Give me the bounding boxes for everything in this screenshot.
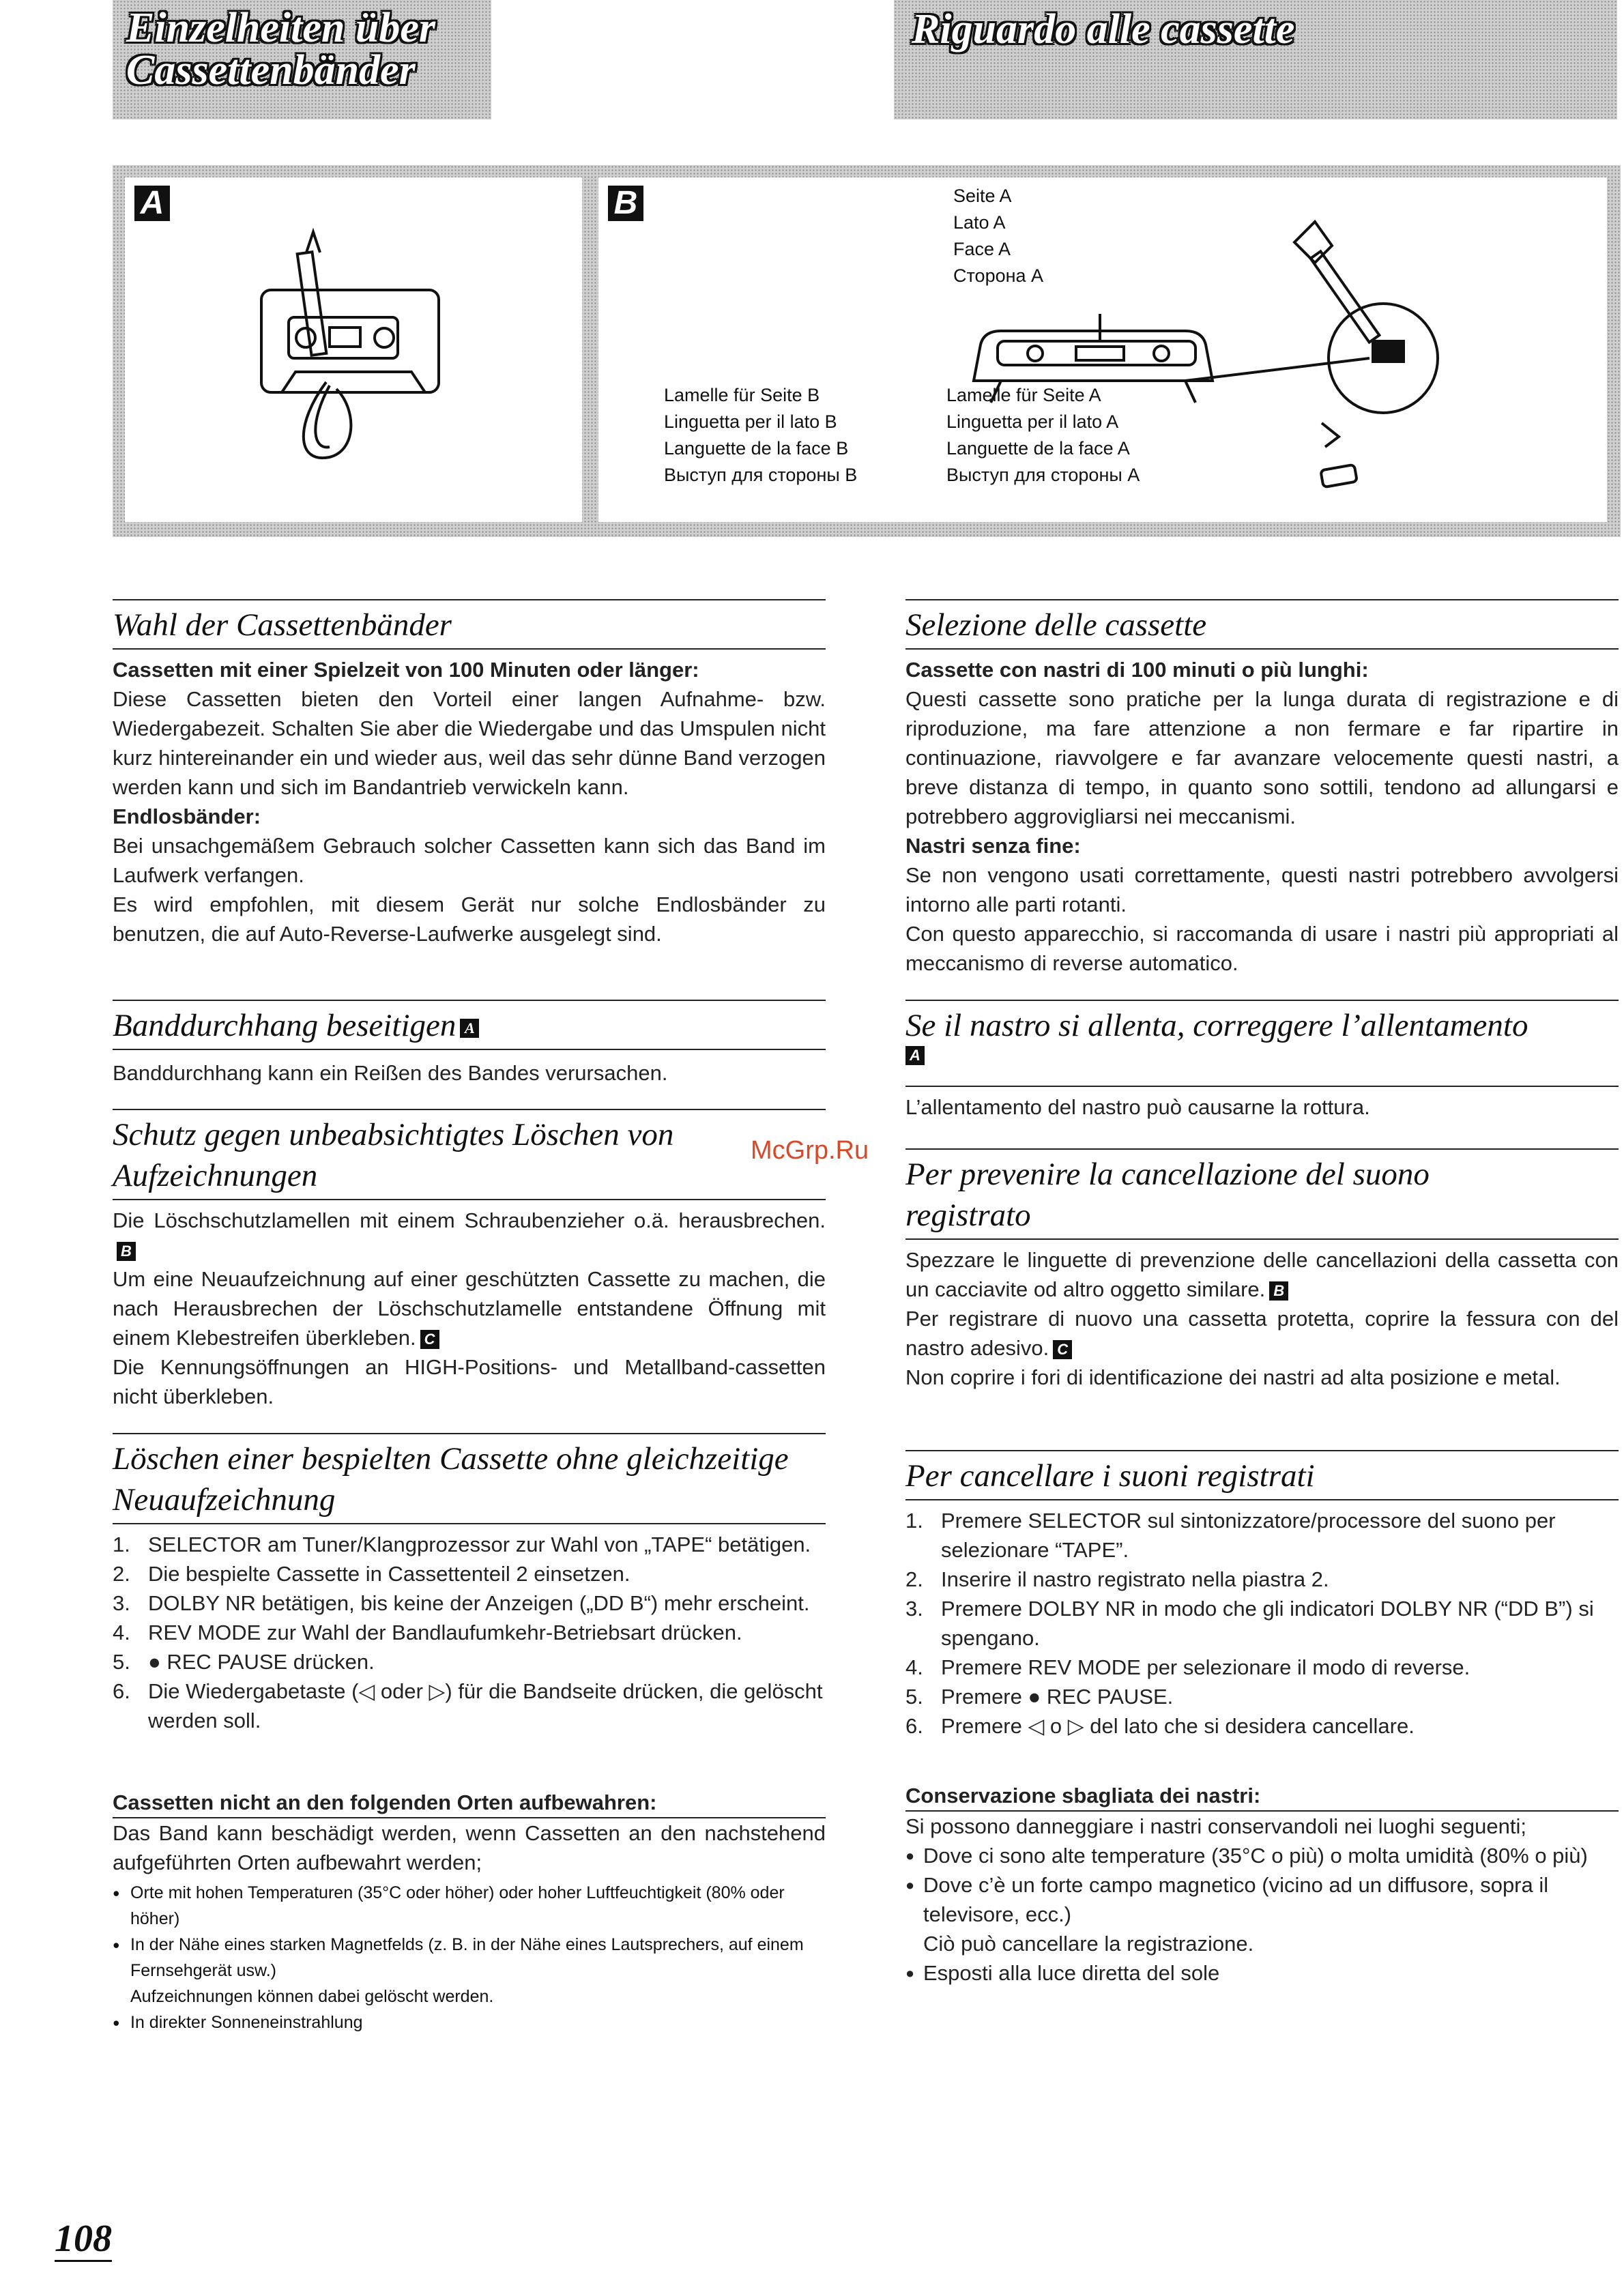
- step-item: [905, 1653, 1619, 1682]
- it-section-erasing: [905, 1450, 1619, 1741]
- de-paragraph: Die Kennungsöffnungen an HIGH-Positions- und Metallband-cassetten nicht überkleben.: [113, 1355, 826, 1408]
- step-text: REV MODE zur Wahl der Bandlaufumkehr-Betriebsart drücken.: [148, 1621, 742, 1644]
- step-number: 5.: [113, 1650, 130, 1674]
- side-a-label-fr: Face A: [953, 239, 1011, 259]
- de-storage-list-2: [113, 2009, 826, 2035]
- tab-b-label-it: Linguetta per il lato B: [664, 411, 837, 432]
- de-section-title: Schutz gegen unbeabsichtigtes Löschen von Aufzeichnungen: [113, 1117, 674, 1193]
- list-item: ● In der Nähe eines starken Magnetfelds (z. B. in der Nähe eines Lautsprechers, auf einem Fernsehgerät usw.): [113, 1932, 826, 1984]
- it-storage-list: [905, 1841, 1619, 1929]
- it-steps-list: [905, 1500, 1619, 1741]
- it-paragraph: [905, 1304, 1619, 1363]
- step-number: 1.: [113, 1533, 130, 1556]
- figure-ref-badge: C: [1053, 1340, 1072, 1359]
- de-paragraph: Das Band kann beschädigt werden, wenn Cassetten an den nachstehend aufgeführten Orten aufbewahrt werden;: [113, 1821, 826, 1874]
- it-paragraph: L’allentamento del nastro può causarne la rottura.: [905, 1095, 1370, 1119]
- figure-ref-badge: B: [1269, 1281, 1288, 1301]
- de-steps-list: [113, 1524, 826, 1735]
- step-text: SELECTOR am Tuner/Klangprozessor zur Wahl von „TAPE“ betätigen.: [148, 1533, 811, 1556]
- step-item: [905, 1506, 1619, 1565]
- step-text: DOLBY NR betätigen, bis keine der Anzeigen („DD B“) mehr erscheint.: [148, 1591, 810, 1615]
- it-paragraph: Questi cassette sono pratiche per la lunga durata di registrazione e di riproduzione, ma fare attenzione a non fermare e far ripartire in continuazione, riavvolgere e far avanzare velocemente questi nastri, a breve distanza di tempo, in quanto sono sottili, tendono ad allungarsi e potrebbero aggrovigliarsi nei meccanismi.: [905, 687, 1619, 828]
- tab-b-label-ru: Выступ для стороны B: [664, 465, 858, 485]
- it-paragraph: [905, 1245, 1619, 1304]
- it-section-cassette-selection: [905, 599, 1619, 978]
- step-item: [113, 1618, 826, 1647]
- step-text: Premere ◁ o ▷ del lato che si desidera cancellare.: [941, 1714, 1415, 1738]
- step-text: Premere REV MODE per selezionare il modo di reverse.: [941, 1655, 1470, 1679]
- de-section-erase-protection: [113, 1109, 826, 1411]
- tab-a-label-ru: Выступ для стороны A: [946, 465, 1140, 485]
- tab-a-label-fr: Languette de la face A: [946, 438, 1130, 459]
- figure-frame: [113, 165, 1621, 537]
- de-paragraph: Es wird empfohlen, mit diesem Gerät nur solche Endlosbänder zu benutzen, die auf Auto-Reverse-Laufwerke ausgelegt sind.: [113, 892, 826, 946]
- step-number: 6.: [113, 1679, 130, 1703]
- de-section-title: Löschen einer bespielten Cassette ohne gleichzeitige Neuaufzeichnung: [113, 1441, 789, 1518]
- de-storage-title: Cassetten nicht an den folgenden Orten aufbewahren:: [113, 1790, 657, 1814]
- it-text: Spezzare le linguette di prevenzione delle cancellazioni della cassetta con un cacciavite od altro oggetto similare.: [905, 1248, 1619, 1301]
- de-paragraph: Diese Cassetten bieten den Vorteil einer langen Aufnahme- bzw. Wiedergabezeit. Schalten Sie aber die Wiedergabe und das Umspulen nicht kurz hintereinander ein und wieder aus, weil das sehr dünne Band verzogen werden kann und sich im Bandantrieb verwickeln kann.: [113, 687, 826, 799]
- it-section-tape-slack: [905, 1000, 1619, 1122]
- header-left-banner: [113, 0, 491, 119]
- panel-b-label: B: [608, 186, 643, 221]
- watermark-link[interactable]: McGrp.Ru: [751, 1136, 869, 1165]
- it-paragraph: Se non vengono usati correttamente, questi nastri potrebbero avvolgersi intorno alle parti rotanti.: [905, 863, 1619, 916]
- panel-a-label: A: [134, 186, 170, 221]
- tab-b-label-fr: Languette de la face B: [664, 438, 849, 459]
- step-number: 4.: [113, 1621, 130, 1644]
- step-item: [113, 1530, 826, 1559]
- figure-ref-badge: C: [420, 1330, 439, 1349]
- header-right-banner: [894, 0, 1617, 119]
- de-section-storage: [113, 1788, 826, 2035]
- list-item: ● Dove ci sono alte temperature (35°C o più) o molta umidità (80% o più): [905, 1841, 1619, 1870]
- de-text: Um eine Neuaufzeichnung auf einer geschützten Cassette zu machen, die nach Herausbrechen der Löschschutzlamelle entstandene Öffnung mit einem Klebestreifen überkleben.: [113, 1267, 826, 1350]
- header-right-title: Riguardo alle cassette: [912, 6, 1295, 53]
- it-storage-title: Conservazione sbagliata dei nastri:: [905, 1784, 1261, 1808]
- step-number: 5.: [905, 1685, 923, 1709]
- step-item: [905, 1711, 1619, 1741]
- figure-ref-badge: A: [905, 1046, 925, 1065]
- step-number: 4.: [905, 1655, 923, 1679]
- side-a-label-de: Seite A: [953, 186, 1012, 206]
- figure-panel-a: [125, 177, 582, 522]
- header-left-title-line2: Cassettenbänder: [126, 47, 416, 93]
- list-item: ● Orte mit hohen Temperaturen (35°C oder höher) oder hoher Luftfeuchtigkeit (80% oder höher): [113, 1880, 826, 1932]
- step-item: [113, 1647, 826, 1676]
- it-paragraph: Con questo apparecchio, si raccomanda di usare i nastri più appropriati al meccanismo di reverse automatico.: [905, 922, 1619, 975]
- de-paragraph: [113, 1206, 826, 1264]
- de-section-title: Wahl der Cassettenbänder: [113, 607, 452, 643]
- step-text: Die Wiedergabetaste (◁ oder ▷) für die Bandseite drücken, die gelöscht werden soll.: [148, 1679, 823, 1732]
- tab-a-label-group: [946, 382, 1140, 489]
- it-section-title: Per cancellare i suoni registrati: [905, 1458, 1315, 1494]
- de-section-erasing: [113, 1433, 826, 1735]
- tab-b-label-group: [664, 382, 857, 489]
- it-storage-list-2: [905, 1958, 1619, 1988]
- step-item: [905, 1565, 1619, 1594]
- figure-ref-badge: A: [460, 1019, 479, 1038]
- cassette-pencil-illustration: [125, 177, 582, 522]
- list-item: ● In direkter Sonneneinstrahlung: [113, 2009, 826, 2035]
- de-title-text: Banddurchhang beseitigen: [113, 1008, 456, 1043]
- step-number: 3.: [113, 1591, 130, 1615]
- de-section-title: [113, 1001, 826, 1049]
- it-section-title: Per prevenire la cancellazione del suono registrato: [905, 1157, 1430, 1233]
- it-subheading: Cassette con nastri di 100 minuti o più lunghi:: [905, 658, 1369, 682]
- it-section-erase-protection: [905, 1148, 1619, 1392]
- figure-ref-badge: B: [117, 1242, 136, 1261]
- it-note: Ciò può cancellare la registrazione.: [923, 1932, 1254, 1956]
- it-subheading: Nastri senza fine:: [905, 834, 1081, 858]
- step-item: [113, 1588, 826, 1618]
- it-text: Per registrare di nuovo una cassetta protetta, coprire la fessura con del nastro adesivo.: [905, 1307, 1619, 1360]
- header-left-title-line1: Einzelheiten über: [126, 5, 436, 51]
- tab-b-label-de: Lamelle für Seite B: [664, 385, 820, 405]
- de-subheading: Cassetten mit einer Spielzeit von 100 Minuten oder länger:: [113, 658, 699, 682]
- figure-panel-b: [598, 177, 1607, 522]
- page-number: 108: [55, 2218, 112, 2262]
- de-storage-list: [113, 1880, 826, 1984]
- step-text: Die bespielte Cassette in Cassettenteil 2 einsetzen.: [148, 1562, 630, 1586]
- step-number: 6.: [905, 1714, 923, 1738]
- step-item: [905, 1682, 1619, 1711]
- tab-a-label-it: Linguetta per il lato A: [946, 411, 1119, 432]
- it-paragraph: Non coprire i fori di identificazione dei nastri ad alta posizione e metal.: [905, 1365, 1561, 1389]
- it-paragraph: Si possono danneggiare i nastri conservandoli nei luoghi seguenti;: [905, 1814, 1526, 1838]
- it-section-storage: [905, 1781, 1619, 1988]
- step-item: [113, 1676, 826, 1735]
- list-item: ● Dove c’è un forte campo magnetico (vicino ad un diffusore, sopra il televisore, ecc.): [905, 1870, 1619, 1929]
- de-subheading: Endlosbänder:: [113, 804, 261, 828]
- step-text: Inserire il nastro registrato nella piastra 2.: [941, 1567, 1329, 1591]
- de-paragraph: Banddurchhang kann ein Reißen des Bandes verursachen.: [113, 1061, 668, 1085]
- step-text: Premere DOLBY NR in modo che gli indicatori DOLBY NR (“DD B”) si spengano.: [941, 1597, 1594, 1650]
- step-number: 3.: [905, 1597, 923, 1621]
- it-section-title: Selezione delle cassette: [905, 607, 1207, 643]
- side-a-label-it: Lato A: [953, 212, 1006, 233]
- tab-a-label-de: Lamelle für Seite A: [946, 385, 1101, 405]
- de-section-cassette-selection: [113, 599, 826, 948]
- de-paragraph: Bei unsachgemäßem Gebrauch solcher Cassetten kann sich das Band im Laufwerk verfangen.: [113, 834, 826, 887]
- side-a-label-ru: Сторона A: [953, 265, 1044, 286]
- de-note: Aufzeichnungen können dabei gelöscht werden.: [130, 1987, 494, 2006]
- step-item: [113, 1559, 826, 1588]
- step-text: Premere ● REC PAUSE.: [941, 1685, 1174, 1709]
- it-section-title: Se il nastro si allenta, correggere l’allentamento: [905, 1008, 1528, 1043]
- de-text: Die Löschschutzlamellen mit einem Schraubenzieher o.ä. herausbrechen.: [113, 1208, 826, 1232]
- de-paragraph: [113, 1264, 826, 1352]
- header-left-title: [126, 7, 435, 91]
- step-text: Premere SELECTOR sul sintonizzatore/processore del suono per selezionare “TAPE”.: [941, 1509, 1556, 1562]
- list-item: ● Esposti alla luce diretta del sole: [905, 1958, 1619, 1988]
- step-item: [905, 1594, 1619, 1653]
- step-text: ● REC PAUSE drücken.: [148, 1650, 375, 1674]
- step-number: 1.: [905, 1509, 923, 1533]
- step-number: 2.: [113, 1562, 130, 1586]
- step-number: 2.: [905, 1567, 923, 1591]
- de-section-tape-slack: [113, 1000, 826, 1088]
